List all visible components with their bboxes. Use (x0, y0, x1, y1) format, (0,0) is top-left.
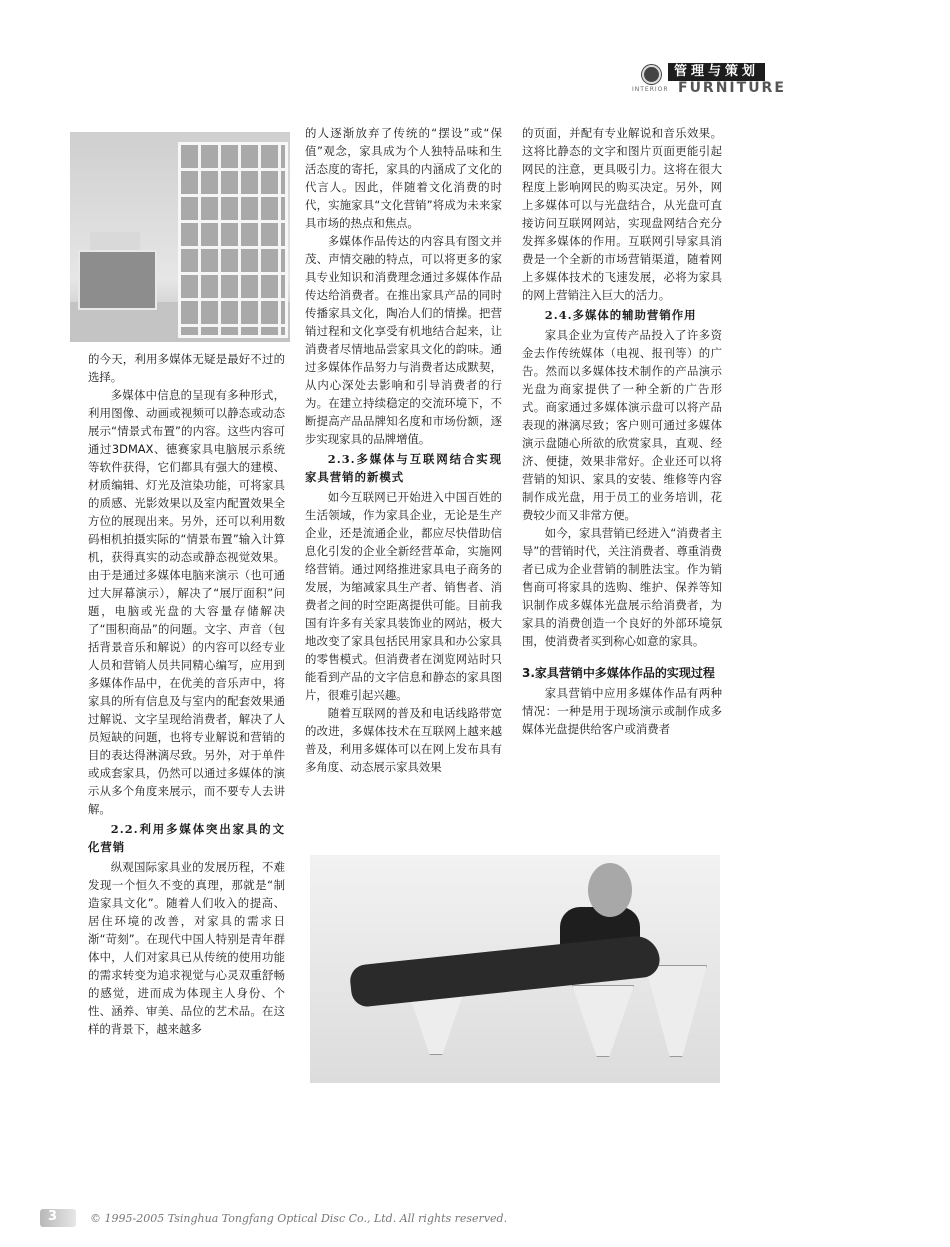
brand-subtitle: INTERIOR (632, 86, 669, 93)
paragraph: 如今，家具营销已经进入“消费者主导”的营销时代，关注消费者、尊重消费者已成为企业营销的制胜法宝。作为销售商可将家具的选购、维护、保养等知识制作成多媒体光盘展示给消费者，为家具的消费创造一个良好的外部环境氛围，使消费者买到称心如意的家具。 (522, 526, 722, 648)
paragraph: 家具营销中应用多媒体作品有两种情况：一种是用于现场演示或制作成多媒体光盘提供给客户或消费者 (522, 686, 722, 736)
photo-cabinet (78, 250, 157, 310)
section-heading: 2.4.多媒体的辅助营销作用 (544, 308, 697, 322)
paragraph: 纵观国际家具业的发展历程，不难发现一个恒久不变的真理，那就是“制造家具文化”。随着人们收入的提高、居住环境的改善，对家具的需求日渐“苛刻”。在现代中国人特别是青年群体中，人们对家具已从传统的使用功能的需求转变为追求视觉与心灵双重舒畅的感觉，进而成为体现主人身份、个性、涵养、审美、品位的艺术品。在这样的背景下，越来越多 (88, 860, 285, 1036)
text-column-3 (522, 124, 722, 738)
paragraph: 的今天，利用多媒体无疑是最好不过的选择。 (88, 352, 285, 384)
paragraph: 的页面，并配有专业解说和音乐效果。这将比静态的文字和图片页面更能引起网民的注意，更具吸引力。这将在很大程度上影响网民的购买决定。另外，网上多媒体可以与光盘结合，从光盘可直接访问互联网网站，实现盘网结合充分发挥多媒体的作用。互联网引导家具消费是一个全新的市场营销渠道，随着网上多媒体技术的飞速发展，必将为家具的网上营销注入巨大的活力。 (522, 126, 722, 302)
section-badge-icon (642, 65, 661, 84)
paragraph: 如今互联网已开始进入中国百姓的生活领域，作为家具企业，无论是生产企业，还是流通企业，都应尽快借助信息化引发的企业全新经营革命，实施网络营销。通过网络推进家具电子商务的发展，为缩减家具生产者、销售者、消费者之间的时空距离提供可能。目前我国有许多有关家具装饰业的网站，极大地改变了家具包括民用家具和办公家具的零售模式。但消费者在浏览网站时只能看到产品的文字信息和静态的家具图片，很难引起兴趣。 (305, 490, 502, 702)
section-title: 管理与策划 (668, 63, 765, 81)
page-header (630, 58, 786, 100)
logo-glyph: 3 (48, 1209, 58, 1224)
photo-stool (572, 985, 634, 1057)
cnki-logo-icon (40, 1209, 76, 1227)
section-heading: 2.3.多媒体与互联网结合实现家具营销的新模式 (305, 452, 502, 484)
shelf-photo (70, 132, 290, 342)
paragraph: 多媒体作品传达的内容具有图文并茂、声情交融的特点，可以将更多的家具专业知识和消费理念通过多媒体作品传达给消费者。在推出家具产品的同时传播家具文化，陶冶人们的情操。把营销过程和文化享受有机地结合起来，让消费者尽情地品尝家具文化的韵味。通过多媒体作品努力与消费者达成默契，从内心深处去影响和引导消费者的行为。在建立持续稳定的交流环境下，不断提高产品品牌知名度和市场份额，逐步实现家具的品牌增值。 (305, 234, 502, 446)
paragraph: 随着互联网的普及和电话线路带宽的改进，多媒体技术在互联网上越来越普及，利用多媒体可以在网上发布具有多角度、动态展示家具效果 (305, 706, 502, 774)
photo-monitor (90, 232, 140, 250)
page-footer (40, 1207, 640, 1229)
photo-person-head (588, 863, 632, 917)
photo-bookshelf (178, 142, 288, 338)
copyright-notice: © 1995-2005 Tsinghua Tongfang Optical Disc Co., Ltd. All rights reserved. (90, 1212, 508, 1225)
paragraph: 多媒体中信息的呈现有多种形式，利用图像、动画或视频可以静态或动态展示“情景式布置”的内容。这些内容可通过3DMAX、德赛家具电脑展示系统等软件获得，它们都具有强大的建模、材质编辑、灯光及渲染功能，可将家具的质感、光影效果以及室内配置效果全方位的展现出来。另外，还可以利用数码相机拍摄实际的“情景布置”输入计算机，获得真实的动态或静态视觉效果。由于是通过多媒体电脑来演示（也可通过大屏幕演示），解决了“展厅面积”问题，电脑或光盘的大容量存储解决了“围积商品”的问题。文字、声音（包括背景音乐和解说）的内容可以经专业人员和营销人员共同精心编写，应用到多媒体作品中，在优美的音乐声中，将家具的所有信息及与室内的配套效果通过解说、文字呈现给消费者，解决了人员短缺的问题，也将专业解说和营销的目的表达得淋漓尽致。另外，对于单件或成套家具，仍然可以通过多媒体的演示从多个角度来展示，而不要专人去讲解。 (88, 388, 285, 816)
designer-photo (310, 855, 720, 1083)
photo-stool (645, 965, 707, 1057)
brand-title: FURNITURE (678, 80, 786, 96)
paragraph: 家具企业为宣传产品投入了许多资金去作传统媒体（电视、报刊等）的广告。然而以多媒体技术制作的产品演示光盘为商家提供了一种全新的广告形式。商家通过多媒体演示盘可以将产品表现的淋漓尽致；客户则可通过多媒体演示盘随心所欲的欣赏家具，直观、经济、便捷，效果非常好。企业还可以将营销的知识、家具的安装、维修等内容制作成光盘，用于员工的业务培训，花费较少而又非常方便。 (522, 328, 722, 522)
paragraph: 的人逐渐放弃了传统的“摆设”或“保值”观念，家具成为个人独特品味和生活态度的寄托，家具的内涵成了文化的代言人。因此，伴随着文化消费的时代，实施家具“文化营销”将成为未来家具市场的热点和焦点。 (305, 126, 502, 230)
text-column-1 (88, 350, 285, 1038)
chapter-heading: 3.家具营销中多媒体作品的实现过程 (522, 666, 715, 680)
text-column-2 (305, 124, 502, 776)
section-heading: 2.2.利用多媒体突出家具的文化营销 (88, 822, 285, 854)
